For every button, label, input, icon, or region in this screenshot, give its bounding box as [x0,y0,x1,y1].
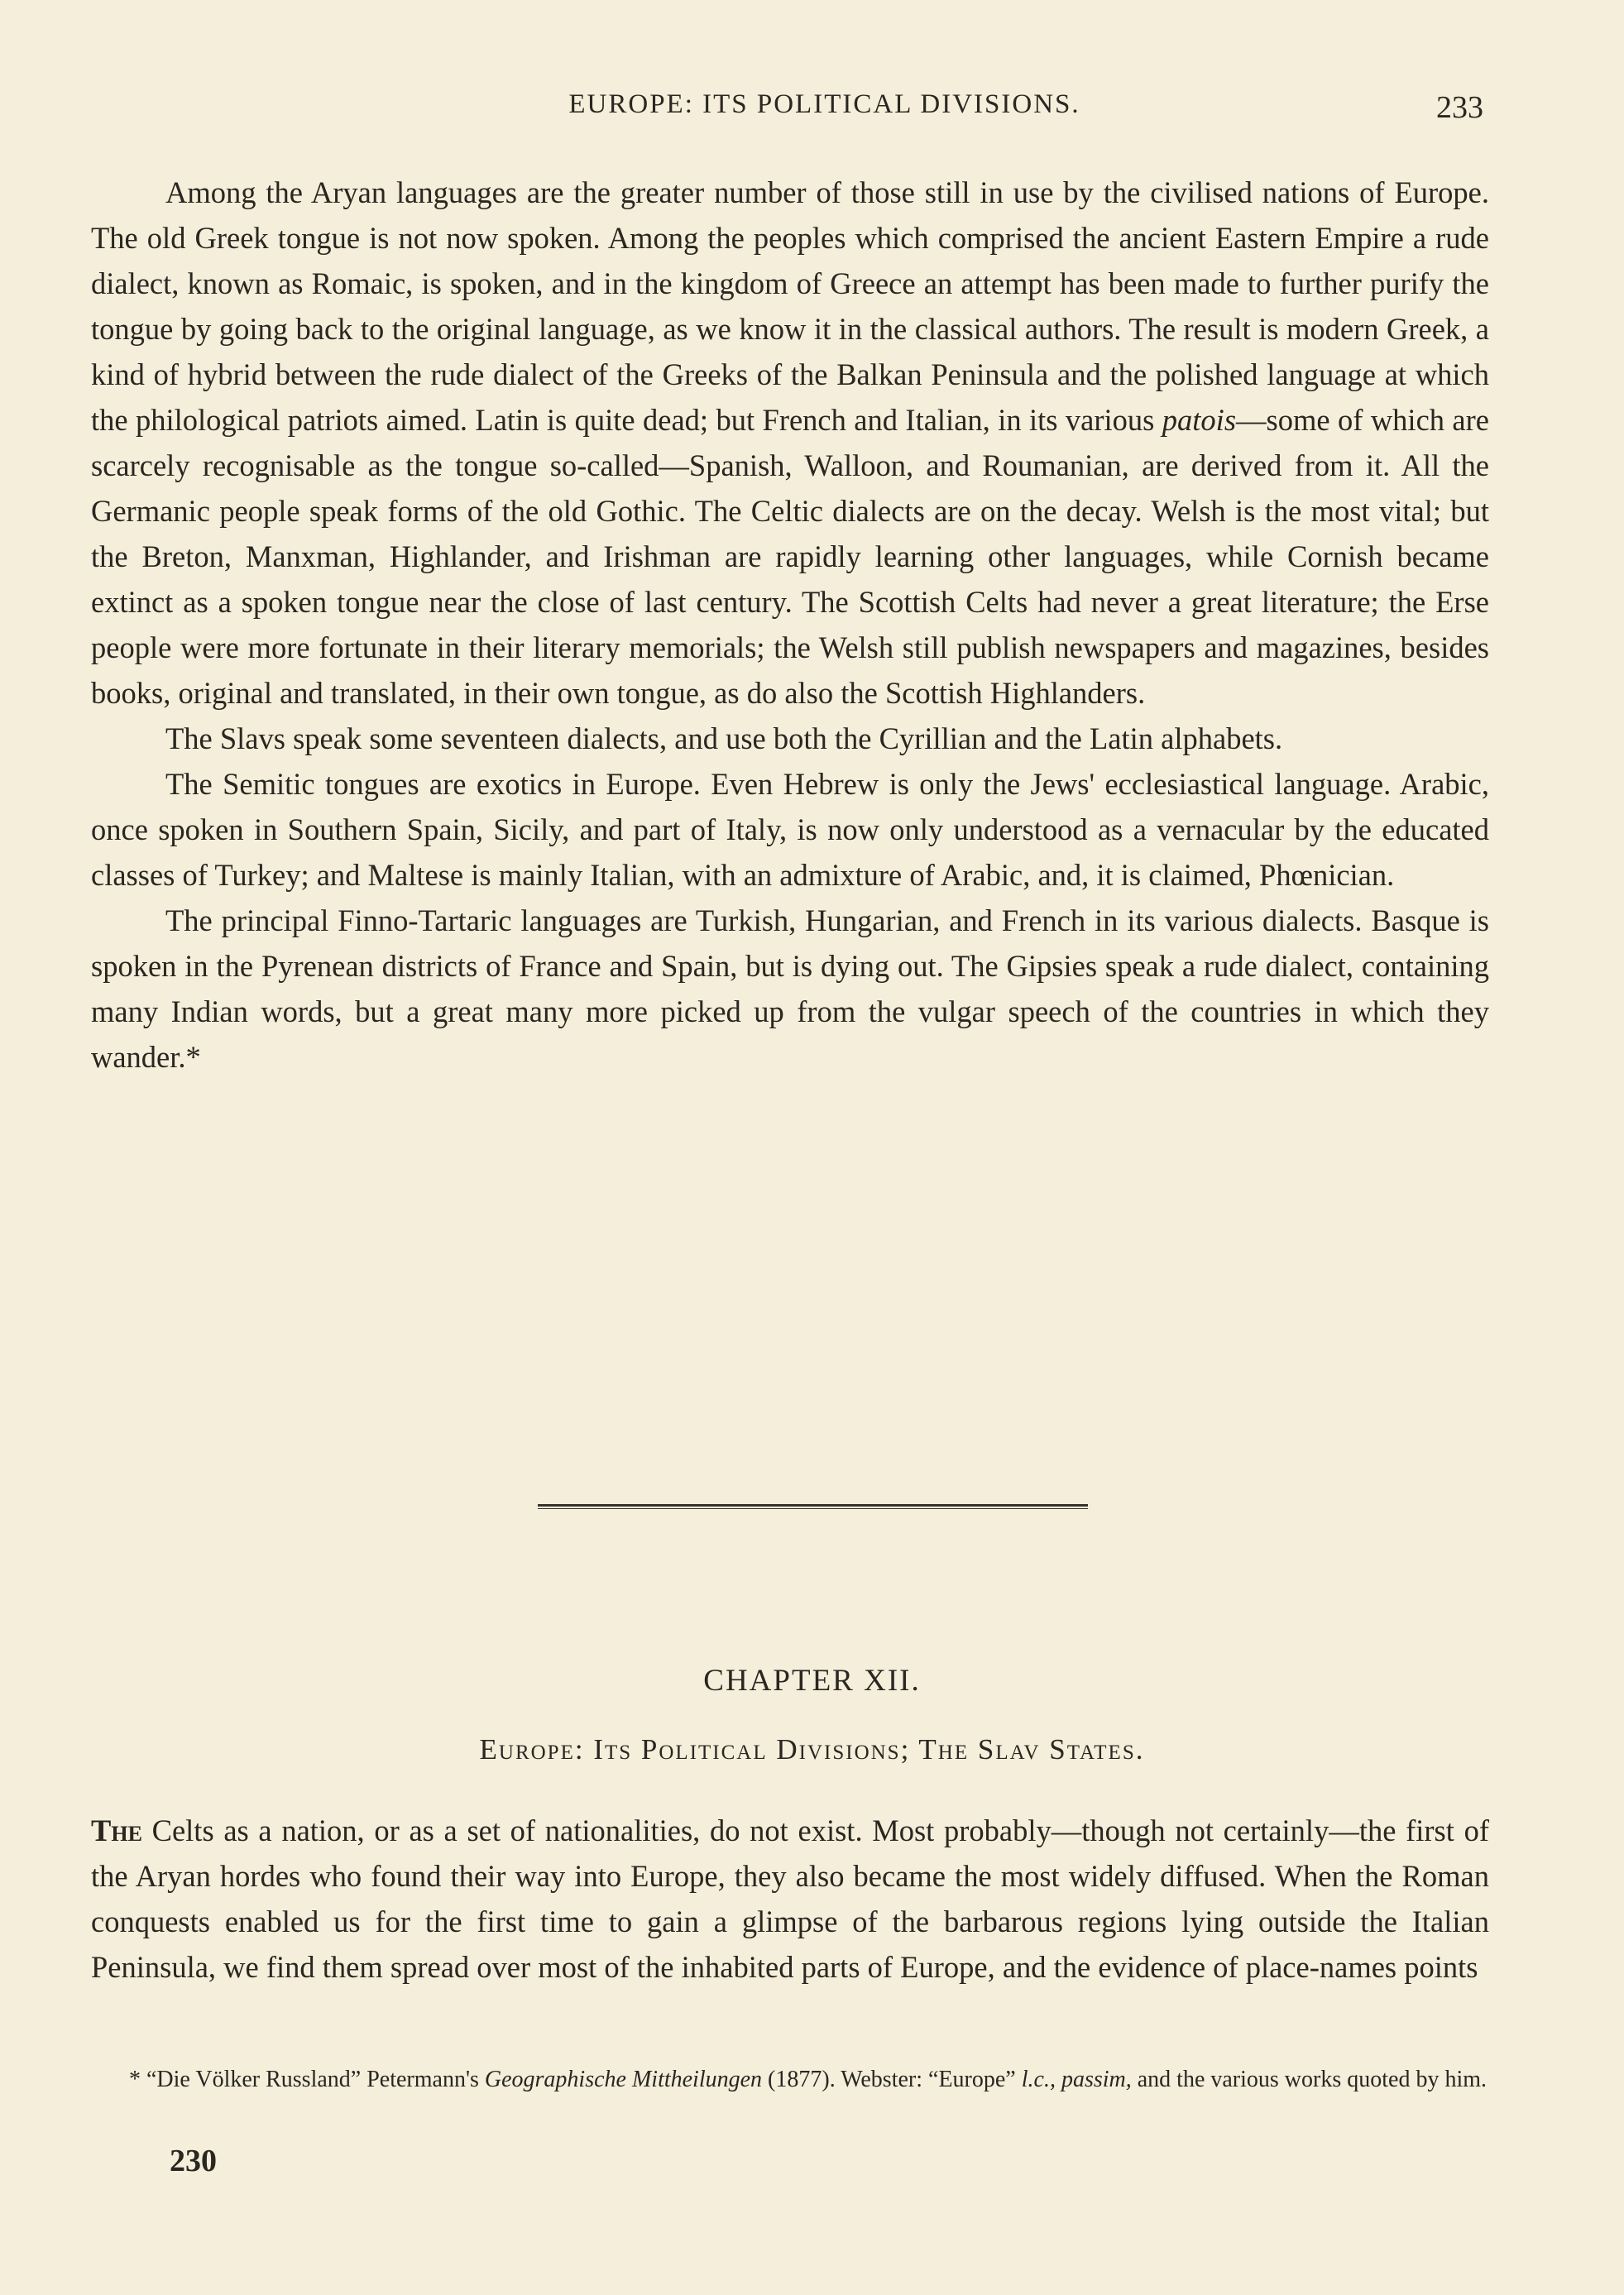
page-number-top: 233 [1436,90,1483,125]
running-title: EUROPE: ITS POLITICAL DIVISIONS. [568,89,1080,119]
lead-word: The [91,1813,142,1847]
paragraph-finno-tartaric: The principal Finno-Tartaric languages are Turkish, Hungarian, and French in its various dialects. Basque is spoken in the Pyrenean districts of France and Spain, but is dying out. The Gipsies speak a rude dialect, containing many Indian words, but a great many more picked up from the vulgar speech of the countries in which they wander.* [91,903,1489,1074]
paragraph-semitic: The Semitic tongues are exotics in Europe. Even Hebrew is only the Jews' ecclesiastical language. Arabic, once spoken in Southern Spain, Sicily, and part of Italy, is now only understood as a vernacular by the educated classes of Turkey; and Maltese is mainly Italian, with an admixture of Arabic, and, it is claimed, Phœnician. [91,767,1489,892]
footnote-journal: Geographische Mittheilungen [484,2067,763,2092]
chapter-heading: CHAPTER XII. [703,1664,921,1698]
section-languages [91,170,1489,1080]
italic-term: patois [1162,403,1237,437]
paragraph-slavs: The Slavs speak some seventeen dialects, and use both the Cyrillian and the Latin alphabets. [165,721,1283,755]
section-divider [538,1504,1088,1507]
section-celts [91,1808,1489,1990]
page-number-bottom: 230 [170,2144,217,2178]
footnote-ref: l.c., passim, [1021,2067,1132,2092]
paragraph-aryan-languages: Among the Aryan languages are the greater number of those still in use by the civilised nations of Europe. The old Greek tongue is not now spoken. Among the peoples which comprised the ancient Eastern Empire a rude dialect, known as Romaic, is spoken, and in the kingdom of Greece an attempt has been made to further purify the tongue by going back to the original language, as we know it in the classical authors. The result is modern Greek, a kind of hybrid between the rude dialect of the Greeks of the Balkan Peninsula and the polished language at which the philological patriots aimed. Latin is quite dead; but French and Italian, in its various patois—some of which are scarcely recognisable as the tongue so-called—Spanish, Walloon, and Roumanian, are derived from it. All the Germanic people speak forms of the old Gothic. The Celtic dialects are on the decay. Welsh is the most vital; but the Breton, Manxman, Highlander, and Irishman are rapidly learning other languages, while Cornish became extinct as a spoken tongue near the close of last century. The Scottish Celts had never a great literature; the Erse people were more fortunate in their literary memorials; the Welsh still publish newspapers and magazines, besides books, original and translated, in their own tongue, as do also the Scottish Highlanders. [91,175,1489,710]
chapter-subtitle: Europe: Its Political Divisions; The Slav States. [479,1733,1145,1766]
footnote: * “Die Völker Russland” Petermann's Geographische Mittheilungen (1877). Webster: “Europe” l.c., passim, and the various works quoted by him. [129,2067,1487,2092]
running-head [165,89,1483,131]
paragraph-celts: The Celts as a nation, or as a set of nationalities, do not exist. Most probably—though not certainly—the first of the Aryan hordes who found their way into Europe, they also became the most widely diffused. When the Roman conquests enabled us for the first time to gain a glimpse of the barbarous regions lying outside the Italian Peninsula, we find them spread over most of the inhabited parts of Europe, and the evidence of place-names points [91,1813,1489,1984]
footnote-marker: * [129,2067,141,2092]
